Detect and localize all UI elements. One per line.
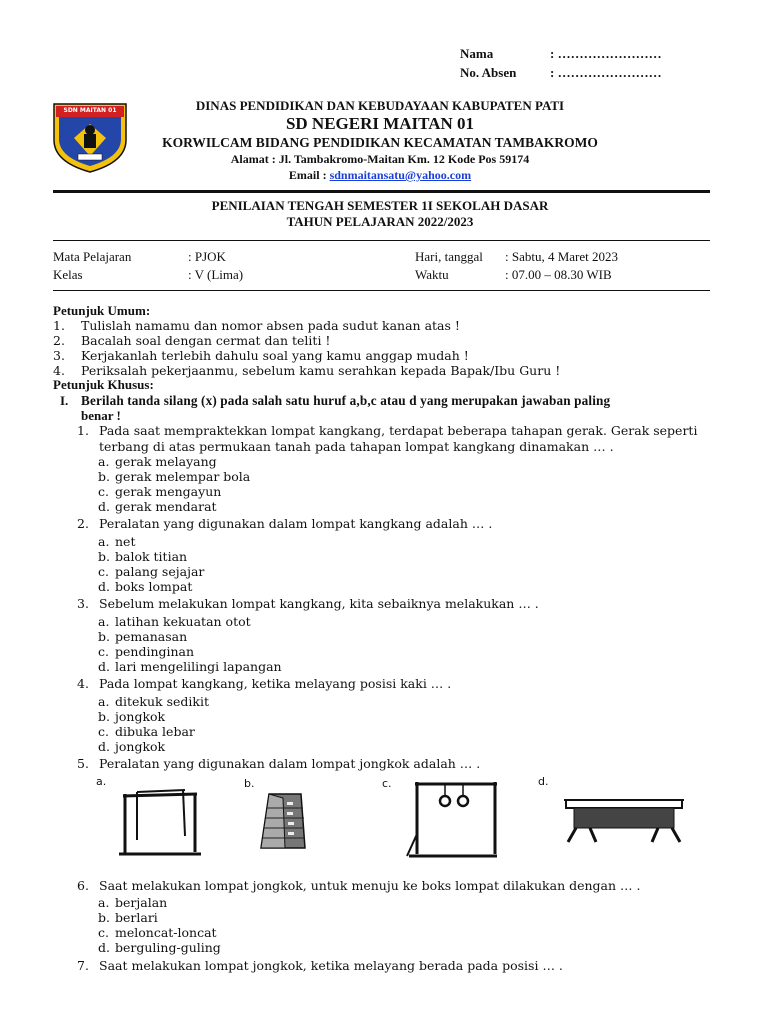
general-title: Petunjuk Umum: — [53, 303, 151, 318]
time-label: Waktu — [415, 267, 449, 282]
absen-label: No. Absen — [460, 65, 517, 80]
email-line — [130, 168, 630, 183]
question-4 — [77, 676, 717, 692]
korwilcam-line: KORWILCAM BIDANG PENDIDIKAN KECAMATAN TAMBAKROMO — [162, 135, 598, 150]
option[interactable]: c. pendinginan — [98, 644, 195, 659]
option[interactable]: d. gerak mendarat — [98, 499, 217, 514]
parallel-bars-picture[interactable] — [115, 784, 203, 858]
general-item: 4. Periksalah pekerjaanmu, sebelum kamu serahkan kepada Bapak/Ibu Guru ! — [53, 363, 561, 378]
general-item: 2. Bacalah soal dengan cermat dan teliti ! — [53, 333, 331, 348]
subject-label: Mata Pelajaran — [53, 249, 132, 264]
agency-line: DINAS PENDIDIKAN DAN KEBUDAYAAN KABUPATEN PATI — [195, 98, 565, 113]
absen-blank[interactable]: : …………………… — [550, 65, 662, 80]
header-rule — [53, 190, 710, 193]
question-5 — [77, 756, 717, 772]
picture-label-c[interactable]: c. — [382, 777, 392, 790]
time-value: : 07.00 – 08.30 WIB — [505, 267, 612, 282]
email-link[interactable]: sdnmaitansatu@yahoo.com — [329, 168, 472, 182]
day-value: : Sabtu, 4 Maret 2023 — [505, 249, 619, 264]
option[interactable]: c. palang sejajar — [98, 564, 205, 579]
option[interactable]: a. berjalan — [98, 895, 168, 910]
special-title: Petunjuk Khusus: — [53, 377, 154, 392]
email-label: Email : — [288, 168, 330, 182]
school-name: SD NEGERI MAITAN 01 — [285, 114, 475, 133]
option[interactable]: a. gerak melayang — [98, 454, 217, 469]
question-number: 6. — [77, 878, 89, 893]
question-text: Sebelum melakukan lompat kangkang, kita sebaiknya melakukan … . — [99, 596, 539, 611]
day-label: Hari, tanggal — [415, 249, 483, 264]
logo-text: SDN MAITAN 01 — [63, 107, 117, 114]
address-line: Alamat : Jl. Tambakromo-Maitan Km. 12 Kode Pos 59174 — [230, 152, 530, 166]
name-row — [460, 46, 662, 62]
option[interactable]: a. net — [98, 534, 136, 549]
question-number: 1. — [77, 423, 89, 438]
question-3 — [77, 596, 717, 612]
picture-label-a[interactable]: a. — [96, 775, 107, 788]
option[interactable]: b. pemanasan — [98, 629, 188, 644]
info-rule-top — [53, 240, 710, 241]
question-6 — [77, 878, 717, 894]
option[interactable]: d. lari mengelilingi lapangan — [98, 659, 282, 674]
section-instruction-line2: benar ! — [81, 408, 121, 423]
question-text: Pada saat mempraktekkan lompat kangkang, terdapat beberapa tahapan gerak. Gerak seperti terbang di atas permukaan tanah pada tahapan lompat kangkang dinamakan … . — [99, 423, 698, 454]
question-number: 7. — [77, 958, 89, 973]
question-text: Peralatan yang digunakan dalam lompat kangkang adalah … . — [99, 516, 493, 531]
exam-year: TAHUN PELAJARAN 2022/2023 — [286, 214, 474, 229]
option[interactable]: d. jongkok — [98, 739, 166, 754]
section-instruction-line1: Berilah tanda silang (x) pada salah satu huruf a,b,c atau d yang merupakan jawaban paling — [81, 393, 611, 408]
option[interactable]: d. berguling-guling — [98, 940, 221, 955]
question-2 — [77, 516, 717, 532]
option[interactable]: a. ditekuk sedikit — [98, 694, 210, 709]
option[interactable]: a. latihan kekuatan otot — [98, 614, 251, 629]
option[interactable]: b. jongkok — [98, 709, 166, 724]
class-label: Kelas — [53, 267, 83, 282]
question-number: 3. — [77, 596, 89, 611]
option[interactable]: c. gerak mengayun — [98, 484, 222, 499]
picture-label-b[interactable]: b. — [244, 777, 255, 790]
section-number: I. — [60, 393, 69, 408]
question-number: 5. — [77, 756, 89, 771]
general-item: 1. Tulislah namamu dan nomor absen pada sudut kanan atas ! — [53, 318, 460, 333]
picture-label-d[interactable]: d. — [538, 775, 549, 788]
question-text: Peralatan yang digunakan dalam lompat jongkok adalah … . — [99, 756, 481, 771]
exam-title: PENILAIAN TENGAH SEMESTER 1I SEKOLAH DASAR — [211, 198, 549, 213]
general-item: 3. Kerjakanlah terlebih dahulu soal yang kamu anggap mudah ! — [53, 348, 469, 363]
question-7 — [77, 958, 717, 974]
option[interactable]: c. meloncat-loncat — [98, 925, 217, 940]
question-text: Pada lompat kangkang, ketika melayang posisi kaki … . — [99, 676, 452, 691]
absen-row — [460, 65, 662, 81]
table-picture[interactable] — [562, 794, 686, 844]
gymnastic-rings-picture[interactable] — [405, 776, 500, 860]
class-value: : V (Lima) — [188, 267, 244, 282]
option[interactable]: b. berlari — [98, 910, 158, 925]
option[interactable]: d. boks lompat — [98, 579, 193, 594]
school-logo — [50, 96, 130, 174]
question-number: 2. — [77, 516, 89, 531]
vaulting-box-picture[interactable] — [257, 790, 307, 850]
name-blank[interactable]: : …………………… — [550, 46, 662, 61]
option[interactable]: b. gerak melempar bola — [98, 469, 251, 484]
question-text: Saat melakukan lompat jongkok, ketika melayang berada pada posisi … . — [99, 958, 563, 973]
question-1 — [77, 423, 717, 454]
question-text: Saat melakukan lompat jongkok, untuk menuju ke boks lompat dilakukan dengan … . — [99, 878, 641, 893]
info-rule-bottom — [53, 290, 710, 291]
option[interactable]: b. balok titian — [98, 549, 188, 564]
subject-value: : PJOK — [188, 249, 226, 264]
name-label: Nama — [460, 46, 494, 61]
question-number: 4. — [77, 676, 89, 691]
option[interactable]: c. dibuka lebar — [98, 724, 195, 739]
